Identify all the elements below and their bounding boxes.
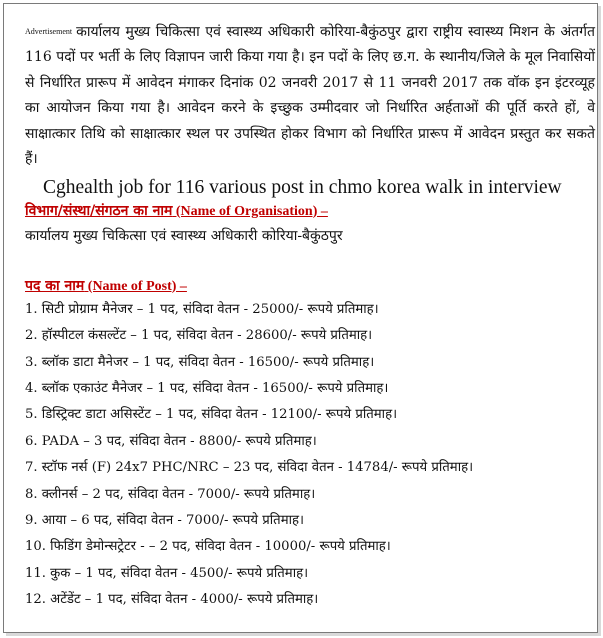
post-item: 1. सिटी प्रोग्राम मैनेजर – 1 पद, संविदा वेतन - 25000/- रूपये प्रतिमाह। [25, 301, 379, 317]
organisation-heading [25, 201, 595, 222]
frame-shadow-right [598, 6, 601, 636]
post-item: 7. स्टॉफ नर्स (F) 24x7 PHC/NRC – 23 पद, संविदा वेतन - 14784/- रूपये प्रतिमाह। [25, 460, 474, 476]
post-item: 11. कुक – 1 पद, संविदा वेतन - 4500/- रूपये प्रतिमाह। [25, 565, 309, 581]
organisation-heading-hindi: विभाग/संस्था/संगठन का नाम [25, 202, 173, 219]
post-list [25, 297, 595, 614]
headline: Cghealth job for 116 various post in chmo korea walk in interview [43, 176, 562, 198]
post-item: 6. PADA – 3 पद, संविदा वेतन - 8800/- रूपये प्रतिमाह। [25, 433, 317, 449]
organisation-name: कार्यालय मुख्य चिकित्सा एवं स्वास्थ्य अधिकारी कोरिया-बैकुंठपुर [25, 227, 343, 244]
post-item: 9. आया – 6 पद, संविदा वेतन - 7000/- रूपये प्रतिमाह। [25, 513, 305, 528]
posts-heading-hindi: पद का नाम [25, 277, 85, 294]
intro-paragraph [25, 19, 595, 173]
intro-text: कार्यालय मुख्य चिकित्सा एवं स्वास्थ्य अधिकारी कोरिया-बैकुंठपुर द्वारा राष्ट्रीय स्वास्थ्य मिशन के अंतर्गत 116 पदों पर भर्ती के लिए विज्ञापन जारी किया गया है। इन पदों के लिए छ.ग. के स्थानीय/जिले के मूल निवासियों से निर्धारित प्रारूप में आवेदन मंगाकर दिनांक 02 जनवरी 2017 से 11 जनवरी 2017 तक वॉक इन इंटरव्यूह का आयोजन किया गया है। आवेदन करने के इच्छुक उम्मीदवार जो निर्धारित अर्हताओं की पूर्ति करते हों, वे साक्षात्कार तिथि को साक्षात्कार स्थल पर उपस्थित होकर विभाग को निर्धारित प्रारूप में आवेदन प्रस्तुत कर सकते हैं। [25, 23, 595, 168]
post-item: 12. अटेंडेंट – 1 पद, संविदा वेतन - 4000/- रूपये प्रतिमाह। [25, 592, 319, 608]
posts-heading [25, 276, 595, 297]
post-item: 5. डिस्ट्रिक्ट डाटा असिस्टेंट – 1 पद, संविदा वेतन - 12100/- रूपये प्रतिमाह। [25, 407, 398, 423]
document-frame [3, 3, 598, 633]
post-item: 4. ब्लॉक एकाउंट मैनेजर – 1 पद, संविदा वेतन - 16500/- रूपये प्रतिमाह। [25, 380, 389, 396]
spacer [25, 248, 595, 276]
posts-heading-english: (Name of Post) – [84, 278, 187, 294]
post-item: 10. फिडिंग डेमोन्सट्रेटर - – 2 पद, संविदा वेतन - 10000/- रूपये प्रतिमाह। [25, 539, 391, 555]
organisation-heading-english: (Name of Organisation) – [172, 203, 328, 219]
document-content [25, 19, 595, 614]
post-item: 3. ब्लॉक डाटा मैनेजर – 1 पद, संविदा वेतन - 16500/- रूपये प्रतिमाह। [25, 354, 375, 370]
advertisement-label: Advertisement [25, 27, 73, 36]
post-item: 2. हॉस्पीटल कंसल्टेंट – 1 पद, संविदा वेतन - 28600/- रूपये प्रतिमाह। [25, 328, 373, 344]
frame-shadow-bottom [6, 633, 601, 636]
post-item: 8. क्लीनर्स – 2 पद, संविदा वेतन - 7000/- रूपये प्रतिमाह। [25, 486, 316, 502]
